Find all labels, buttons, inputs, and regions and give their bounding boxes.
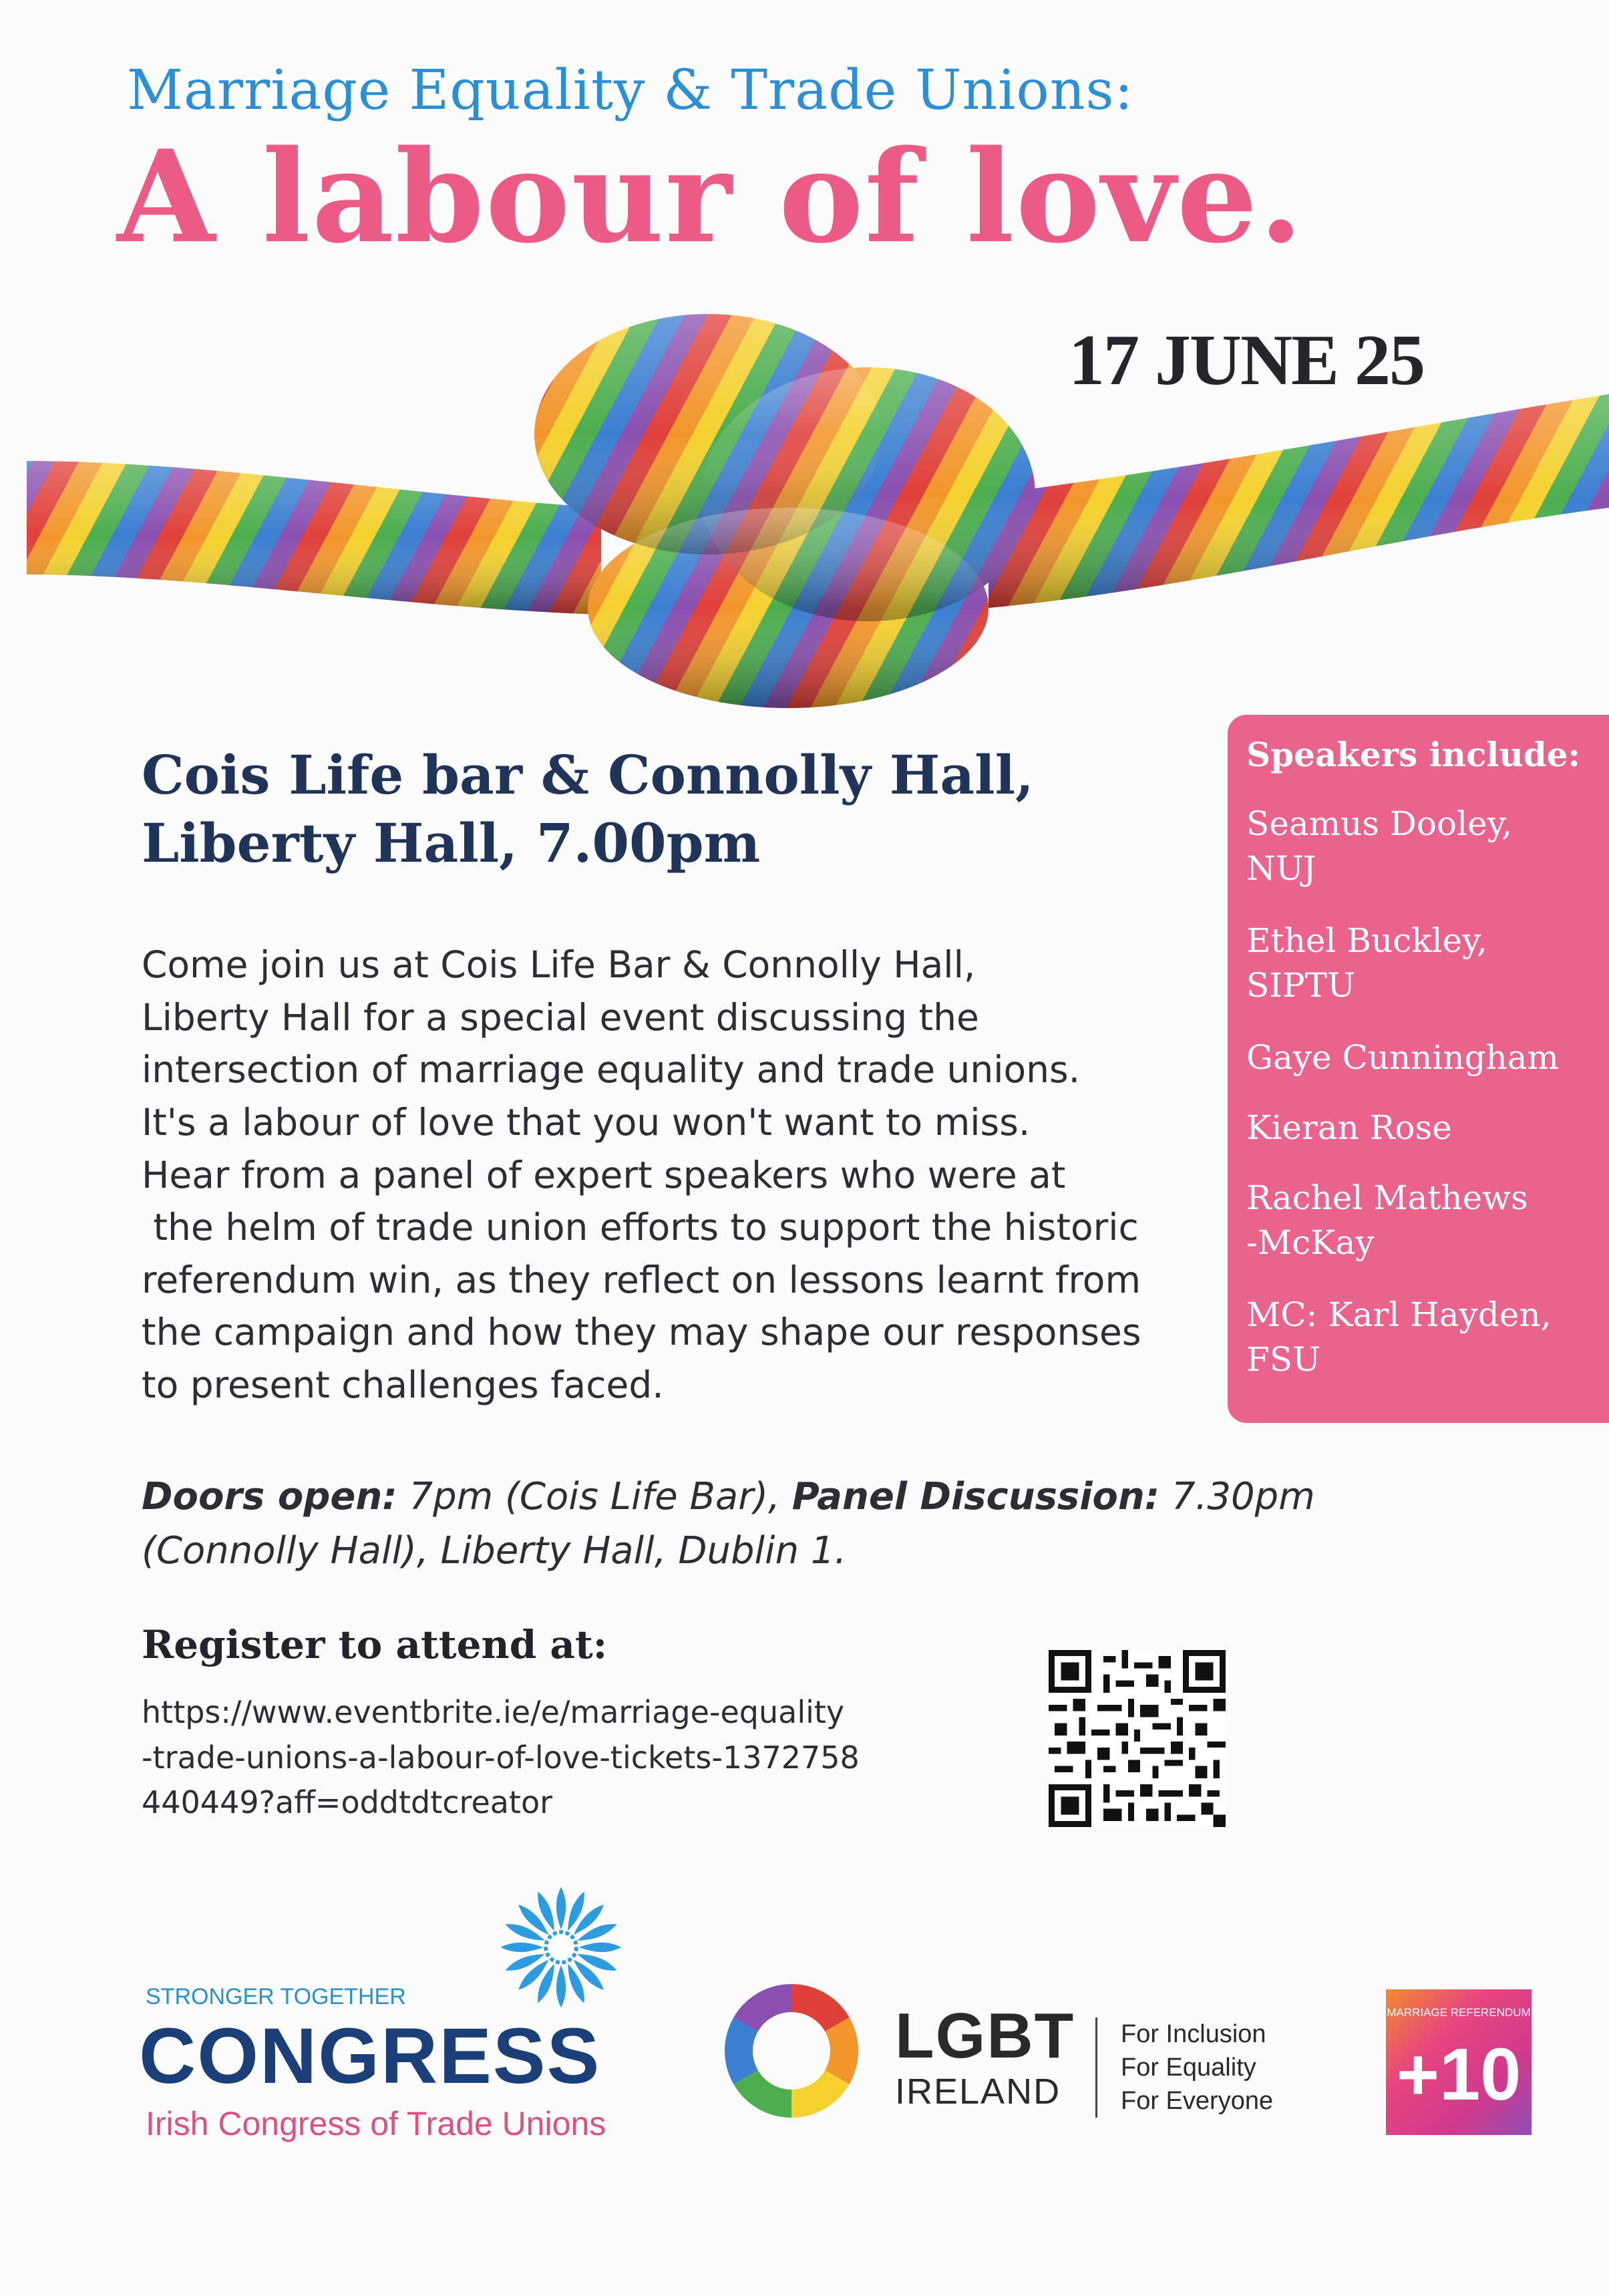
description-line: Liberty Hall for a special event discussing the [142, 995, 979, 1039]
venue-heading [142, 742, 1177, 877]
register-heading: Register to attend at: [142, 1622, 608, 1667]
speaker-item [1246, 1106, 1607, 1150]
speaker-name: Seamus Dooley, [1246, 804, 1513, 843]
speaker-affiliation: -McKay [1246, 1222, 1375, 1262]
description-line: Hear from a panel of expert speakers who were at [142, 1153, 1066, 1196]
description-line: the helm of trade union efforts to support the historic [142, 1206, 1139, 1249]
lgbt-taglines [1121, 2017, 1334, 2118]
speaker-item [1246, 802, 1607, 890]
event-description [142, 939, 1224, 1412]
speaker-name: Ethel Buckley, [1246, 921, 1487, 960]
venue-line-2: Liberty Hall, 7.00pm [142, 811, 761, 874]
speaker-affiliation: FSU [1246, 1339, 1321, 1379]
speaker-affiliation: SIPTU [1246, 965, 1356, 1005]
description-line: It's a labour of love that you won't want to miss. [142, 1100, 1031, 1144]
speaker-name: Rachel Mathews [1246, 1178, 1528, 1217]
panel-label: Panel Discussion: [791, 1475, 1160, 1518]
referendum-badge-logo [1386, 1989, 1532, 2135]
speaker-name: MC: Karl Hayden, [1246, 1295, 1552, 1334]
badge-main-text: +10 [1396, 2033, 1522, 2116]
doors-label: Doors open: [142, 1475, 397, 1518]
description-line: to present challenges faced. [142, 1363, 664, 1407]
lgbt-tagline: For Everyone [1121, 2087, 1274, 2116]
speaker-name: Kieran Rose [1246, 1108, 1452, 1147]
speaker-item [1246, 1293, 1607, 1381]
speaker-item [1246, 1176, 1607, 1265]
lgbt-tagline: For Equality [1121, 2054, 1256, 2082]
doors-value: 7pm (Cois Life Bar), [397, 1475, 792, 1518]
logo-divider [1095, 2017, 1097, 2118]
event-title: A labour of love. [117, 122, 1304, 271]
congress-tagline: STRONGER TOGETHER [146, 1984, 406, 2009]
qr-code-icon[interactable] [1049, 1650, 1226, 1827]
event-subtitle: Marriage Equality & Trade Unions: [127, 59, 1134, 122]
speaker-name: Gaye Cunningham [1246, 1038, 1559, 1077]
lgbt-wordmark: LGBT [895, 2000, 1075, 2072]
register-url-line[interactable]: https://www.eventbrite.ie/e/marriage-equality [142, 1694, 845, 1730]
schedule-line-1 [142, 1470, 1411, 1524]
speakers-heading: Speakers include: [1246, 735, 1580, 774]
description-line: the campaign and how they may shape our responses [142, 1311, 1141, 1354]
register-url-line[interactable]: 440449?aff=oddtdtcreator [142, 1784, 553, 1821]
panel-value: 7.30pm [1159, 1475, 1315, 1518]
rainbow-ring-icon [725, 1984, 858, 2118]
congress-full-name: Irish Congress of Trade Unions [146, 2105, 606, 2142]
event-date: 17 JUNE 25 [1069, 321, 1425, 400]
badge-top-text: MARRIAGE REFERENDUM [1387, 2006, 1531, 2019]
register-url-line[interactable]: -trade-unions-a-labour-of-love-tickets-1372758 [142, 1739, 860, 1776]
speaker-affiliation: NUJ [1246, 848, 1316, 888]
schedule-info [142, 1470, 1411, 1578]
lgbt-country: IRELAND [895, 2072, 1061, 2112]
speakers-panel [1228, 715, 1609, 1423]
venue-line-1: Cois Life bar & Connolly Hall, [142, 744, 1034, 806]
speaker-item [1246, 1035, 1607, 1080]
congress-wordmark: CONGRESS [139, 2012, 601, 2100]
lgbt-tagline: For Inclusion [1121, 2020, 1266, 2048]
description-line: intersection of marriage equality and trade unions. [142, 1048, 1081, 1092]
register-link[interactable] [142, 1690, 930, 1826]
schedule-line-2: (Connolly Hall), Liberty Hall, Dublin 1. [142, 1529, 847, 1573]
description-line: referendum win, as they reflect on lessons learnt from [142, 1258, 1141, 1301]
description-line: Come join us at Cois Life Bar & Connolly Hall, [142, 943, 976, 986]
speaker-item [1246, 919, 1607, 1007]
